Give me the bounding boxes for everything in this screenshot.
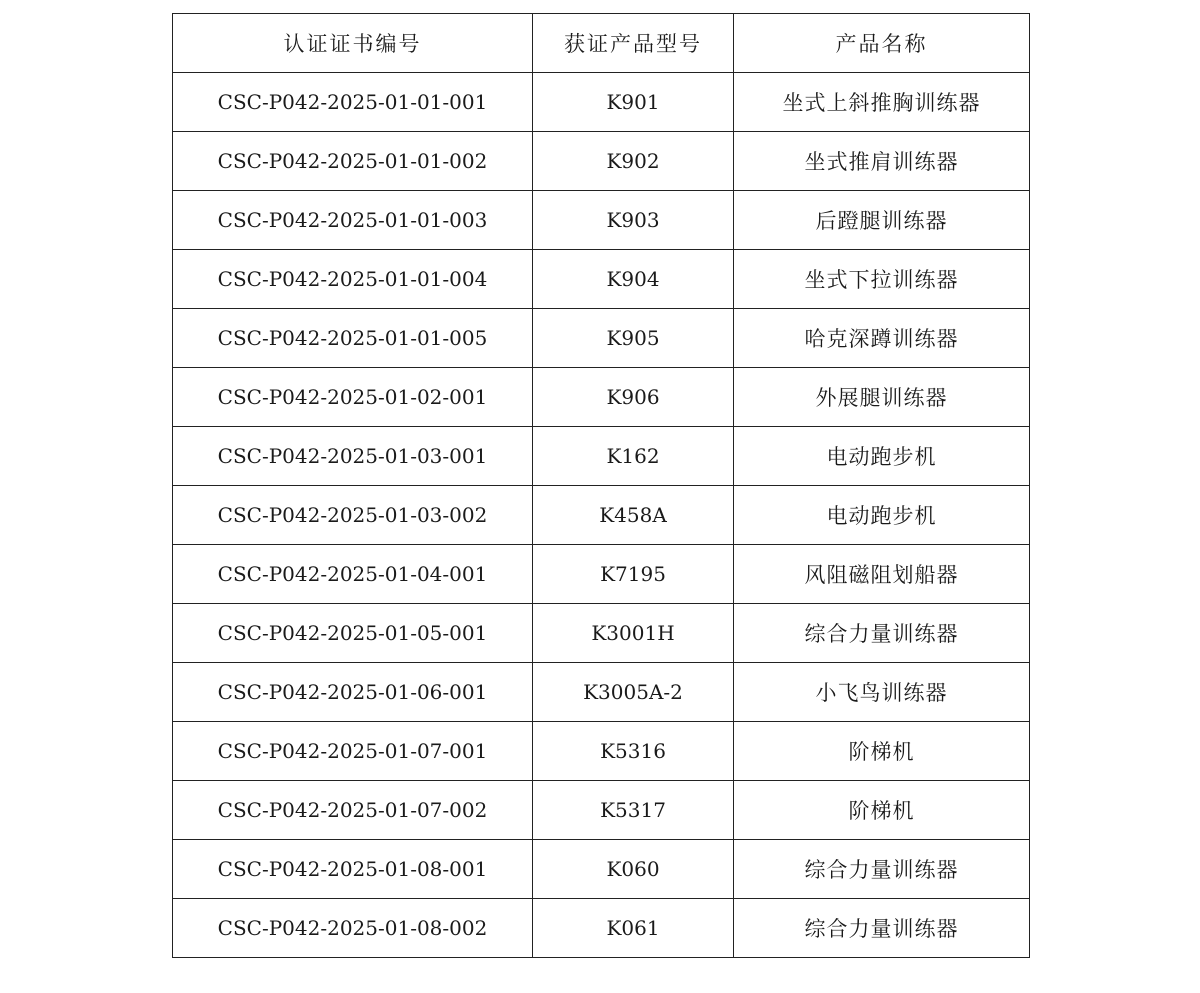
product-model-cell: K5317 [533,781,734,840]
certificate-number-cell: CSC-P042-2025-01-03-001 [173,427,533,486]
product-model-cell: K903 [533,191,734,250]
product-model-cell: K7195 [533,545,734,604]
product-model-cell: K060 [533,840,734,899]
table-row [173,191,1030,250]
product-model-cell: K905 [533,309,734,368]
product-model-cell: K5316 [533,722,734,781]
product-model-cell: K3005A-2 [533,663,734,722]
certificate-number-cell: CSC-P042-2025-01-01-004 [173,250,533,309]
table-row [173,781,1030,840]
product-name-cell: 坐式下拉训练器 [734,250,1030,309]
table-header [173,14,1030,73]
certificate-number-cell: CSC-P042-2025-01-01-001 [173,73,533,132]
certificate-number-cell: CSC-P042-2025-01-03-002 [173,486,533,545]
product-name-cell: 小飞鸟训练器 [734,663,1030,722]
product-model-cell: K904 [533,250,734,309]
certificate-number-cell: CSC-P042-2025-01-01-005 [173,309,533,368]
header-row [173,14,1030,73]
product-model-cell: K061 [533,899,734,958]
product-model-cell: K902 [533,132,734,191]
header-product-name: 产品名称 [734,14,1030,73]
table-row [173,250,1030,309]
product-model-cell: K3001H [533,604,734,663]
product-name-cell: 阶梯机 [734,781,1030,840]
product-model-cell: K458A [533,486,734,545]
certificate-table [172,13,1030,958]
table-row [173,604,1030,663]
certificate-number-cell: CSC-P042-2025-01-04-001 [173,545,533,604]
product-name-cell: 外展腿训练器 [734,368,1030,427]
header-product-model: 获证产品型号 [533,14,734,73]
product-name-cell: 综合力量训练器 [734,899,1030,958]
table-row [173,132,1030,191]
product-name-cell: 风阻磁阻划船器 [734,545,1030,604]
table-row [173,427,1030,486]
product-model-cell: K901 [533,73,734,132]
certificate-number-cell: CSC-P042-2025-01-07-001 [173,722,533,781]
table-row [173,899,1030,958]
table-body [173,73,1030,958]
product-name-cell: 阶梯机 [734,722,1030,781]
product-model-cell: K162 [533,427,734,486]
certificate-number-cell: CSC-P042-2025-01-01-003 [173,191,533,250]
product-name-cell: 哈克深蹲训练器 [734,309,1030,368]
certificate-number-cell: CSC-P042-2025-01-01-002 [173,132,533,191]
header-certificate-number: 认证证书编号 [173,14,533,73]
certificate-number-cell: CSC-P042-2025-01-05-001 [173,604,533,663]
table-row [173,663,1030,722]
table-row [173,73,1030,132]
table-row [173,309,1030,368]
table-row [173,722,1030,781]
product-name-cell: 坐式推肩训练器 [734,132,1030,191]
certificate-number-cell: CSC-P042-2025-01-07-002 [173,781,533,840]
certificate-number-cell: CSC-P042-2025-01-02-001 [173,368,533,427]
table-row [173,486,1030,545]
certificate-number-cell: CSC-P042-2025-01-08-002 [173,899,533,958]
product-name-cell: 后蹬腿训练器 [734,191,1030,250]
table-row [173,368,1030,427]
table-row [173,545,1030,604]
product-name-cell: 综合力量训练器 [734,604,1030,663]
product-name-cell: 电动跑步机 [734,486,1030,545]
certificate-number-cell: CSC-P042-2025-01-08-001 [173,840,533,899]
product-model-cell: K906 [533,368,734,427]
product-name-cell: 坐式上斜推胸训练器 [734,73,1030,132]
certificate-number-cell: CSC-P042-2025-01-06-001 [173,663,533,722]
product-name-cell: 综合力量训练器 [734,840,1030,899]
table-row [173,840,1030,899]
product-name-cell: 电动跑步机 [734,427,1030,486]
